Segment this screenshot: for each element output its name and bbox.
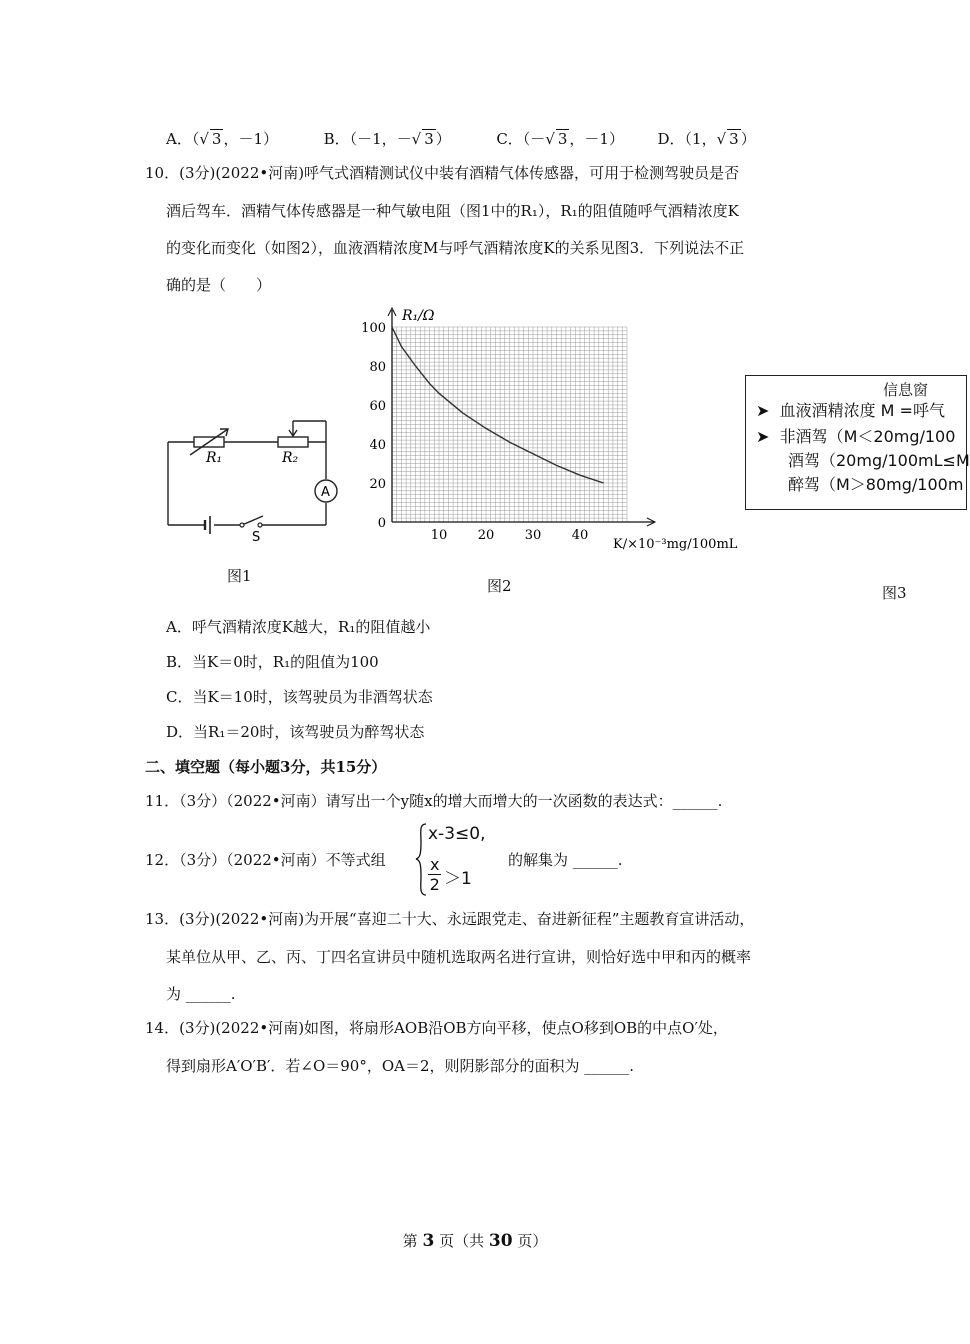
inequality-2-tail: ＞1 <box>444 869 472 889</box>
info-window <box>745 375 970 510</box>
arrow-bullet-icon: ➤ <box>756 427 770 446</box>
r2-label: R₂ <box>282 450 299 466</box>
info-row-3: 酒驾（20mg/100mL≤M <box>788 451 970 470</box>
q9-options <box>166 128 756 149</box>
info-row-4: 醉驾（M＞80mg/100m <box>788 475 964 494</box>
y-axis-label: R₁/Ω <box>402 308 435 324</box>
page-number: 3 <box>422 1231 435 1251</box>
fig2-caption: 图2 <box>487 577 512 595</box>
info-row-2: ➤ 非酒驾（M＜20mg/100 <box>756 427 956 446</box>
q10-option-b: B．当K＝0时，R₁的阻值为100 <box>166 653 379 671</box>
x-tick-label: 10 <box>430 528 448 543</box>
page-total: 30 <box>488 1231 513 1251</box>
q12-suffix: 的解集为 ______. <box>508 851 623 869</box>
inequality-system <box>414 822 504 897</box>
y-tick-label: 100 <box>361 321 386 336</box>
q10-option-d: D．当R₁＝20时，该驾驶员为醉驾状态 <box>166 723 425 741</box>
x-axis-label: K/×10⁻³mg/100mL <box>613 537 738 552</box>
x-tick-label: 30 <box>524 528 542 543</box>
info-window-title: 信息窗 <box>883 381 929 399</box>
fig2-chart <box>355 300 745 555</box>
r2-resistor <box>278 437 308 447</box>
fig1-circuit <box>160 415 350 545</box>
arrow-bullet-icon: ➤ <box>756 401 770 420</box>
y-tick-label: 0 <box>377 516 386 531</box>
ammeter-label: A <box>321 485 330 500</box>
q13-line2: 某单位从甲、乙、丙、丁四名宣讲员中随机选取两名进行宣讲，则恰好选中甲和丙的概率 <box>166 948 752 966</box>
switch-label: S <box>252 530 261 545</box>
q13-line1: 13．(3分)(2022•河南)为开展“喜迎二十大、永远跟党走、奋进新征程”主题教育宣讲活动， <box>145 910 755 928</box>
page-footer: 第 3 页（共 30 页） <box>402 1231 548 1251</box>
q13-line3: 为 ______. <box>166 985 236 1003</box>
q10-line4: 确的是（ ） <box>166 276 272 294</box>
q10-line3: 的变化而变化（如图2），血液酒精浓度M与呼气酒精浓度K的关系见图3．下列说法不正 <box>166 239 745 257</box>
q11-text: 11．（3分）（2022•河南）请写出一个y随x的增大而增大的一次函数的表达式：______. <box>145 792 723 810</box>
x-tick-label: 20 <box>477 528 495 543</box>
q10-line1: 10．(3分)(2022•河南)呼气式酒精测试仪中装有酒精气体传感器，可用于检测驾驶员是否 <box>145 164 740 182</box>
section2-title: 二、填空题（每小题3分，共15分） <box>145 758 387 776</box>
left-brace-icon <box>414 822 428 897</box>
q10-option-c: C．当K＝10时，该驾驶员为非酒驾状态 <box>166 688 433 706</box>
y-tick-label: 20 <box>369 477 386 492</box>
r1-label: R₁ <box>206 450 223 466</box>
q9-option-b: B．（－1，－√ 3 ） <box>323 130 451 148</box>
fig3-caption: 图3 <box>882 584 907 602</box>
y-tick-label: 40 <box>369 438 386 453</box>
q14-line2: 得到扇形A′O′B′．若∠O＝90°，OA＝2，则阴影部分的面积为 ______. <box>166 1057 635 1075</box>
q14-line1: 14．(3分)(2022•河南)如图，将扇形AOB沿OB方向平移，使点O移到OB的中点O′处， <box>145 1019 728 1037</box>
x-tick-label: 40 <box>571 528 589 543</box>
fig1-caption: 图1 <box>227 567 252 585</box>
y-tick-label: 60 <box>369 399 386 414</box>
inequality-1: x-3≤0, <box>428 824 486 844</box>
q12-prefix: 12．（3分）（2022•河南）不等式组 <box>145 851 386 869</box>
q9-option-d: D．（1，√ 3 ） <box>657 130 756 148</box>
y-tick-label: 80 <box>369 360 386 375</box>
q10-line2: 酒后驾车．酒精气体传感器是一种气敏电阻（图1中的R₁），R₁的阻值随呼气酒精浓度K <box>166 202 739 220</box>
q10-option-a: A．呼气酒精浓度K越大，R₁的阻值越小 <box>166 618 431 636</box>
info-row-1: ➤ 血液酒精浓度 M =呼气 <box>756 401 945 420</box>
q9-option-c: C．（－√ 3 ，－1） <box>496 130 624 148</box>
fraction-x-over-2: $\frac{x}{2}$ <box>429 855 440 894</box>
q9-option-a: A．（√ 3 ，－1） <box>166 130 278 148</box>
